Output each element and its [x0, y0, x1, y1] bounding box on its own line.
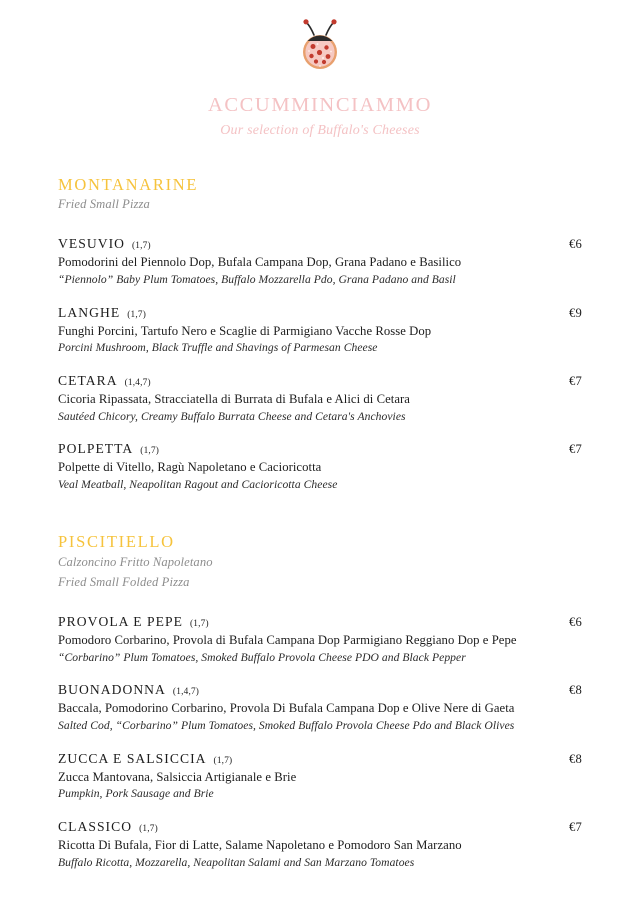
menu-item[interactable]	[58, 682, 582, 733]
menu-item-list	[58, 614, 582, 870]
menu-item-description-italian: Polpette di Vitello, Ragù Napoletano e Cacioricotta	[58, 460, 322, 475]
menu-item-name-group	[58, 751, 232, 767]
menu-item-name: CLASSICO	[58, 818, 133, 834]
menu-item-price: €9	[569, 305, 582, 320]
menu-item[interactable]	[58, 373, 582, 424]
section-subtitle-line-2: Fried Small Folded Pizza	[58, 575, 190, 590]
menu-item[interactable]	[58, 441, 582, 492]
page-subtitle: Our selection of Buffalo's Cheeses	[220, 122, 420, 138]
menu-item-description-english: Sautéed Chicory, Creamy Buffalo Burrata Cheese and Cetara's Anchovies	[58, 409, 406, 423]
menu-item[interactable]	[58, 614, 582, 665]
page-title: ACCUMMINCIAMMO	[207, 94, 432, 116]
menu-item-description-italian: Cicoria Ripassata, Stracciatella di Burrata di Bufala e Alici di Cetara	[58, 391, 410, 406]
menu-item-name-group	[58, 373, 151, 389]
menu-item[interactable]	[58, 751, 582, 802]
section-title: MONTANARINE	[58, 174, 199, 194]
menu-item-list	[58, 236, 582, 492]
menu-item-header	[58, 441, 582, 457]
menu-item[interactable]	[58, 236, 582, 287]
menu-item-header	[58, 682, 582, 698]
menu-item-price: €6	[569, 237, 582, 252]
menu-item-name-group	[58, 305, 146, 321]
menu-item-description-english: “Corbarino” Plum Tomatoes, Smoked Buffalo Provola Cheese PDO and Black Pepper	[58, 650, 466, 664]
masthead	[0, 94, 640, 139]
menu-item-price: €8	[569, 683, 582, 698]
menu-section-montanarine	[0, 175, 640, 493]
section-subtitle: Fried Small Pizza	[58, 197, 150, 212]
menu-item-allergens: (1,7)	[189, 618, 209, 629]
menu-item-price: €8	[569, 751, 582, 766]
menu-item-header	[58, 236, 582, 252]
menu-item-header	[58, 614, 582, 630]
menu-item-name: VESUVIO	[58, 236, 126, 252]
menu-item-name-group	[58, 236, 151, 252]
menu-item-allergens: (1,4,7)	[124, 377, 151, 388]
menu-item-price: €6	[569, 614, 582, 629]
menu-item-allergens: (1,7)	[213, 755, 233, 766]
menu-item-allergens: (1,7)	[127, 309, 147, 320]
section-title: PISCITIELLO	[58, 532, 175, 552]
menu-item-name: PROVOLA E PEPE	[58, 613, 183, 629]
menu-item-name: CETARA	[58, 372, 118, 388]
menu-item-name-group	[58, 682, 199, 698]
ladybug-pizza-logo-icon	[297, 16, 343, 76]
menu-item-description-english: Porcini Mushroom, Black Truffle and Shavings of Parmesan Cheese	[58, 341, 378, 355]
menu-item-header	[58, 373, 582, 389]
menu-item-description-english: “Piennolo” Baby Plum Tomatoes, Buffalo Mozzarella Pdo, Grana Padano and Basil	[58, 273, 456, 287]
menu-item-allergens: (1,7)	[132, 241, 151, 252]
menu-item-name-group	[58, 819, 158, 835]
menu-item-name: POLPETTA	[58, 441, 134, 457]
logo-container	[0, 0, 640, 76]
menu-item-description-italian: Zucca Mantovana, Salsiccia Artigianale e Brie	[58, 769, 297, 784]
menu-item-allergens: (1,7)	[139, 823, 158, 834]
menu-item-name: BUONADONNA	[58, 682, 166, 698]
menu-item-allergens: (1,4,7)	[172, 687, 200, 698]
menu-item-description-italian: Baccala, Pomodorino Corbarino, Provola Di Bufala Campana Dop e Olive Nere di Gaeta	[58, 701, 515, 716]
menu-item-price: €7	[569, 373, 582, 388]
menu-item-header	[58, 751, 582, 767]
menu-item-description-english: Buffalo Ricotta, Mozzarella, Neapolitan Salami and San Marzano Tomatoes	[58, 855, 415, 869]
menu-item-name: LANGHE	[58, 304, 121, 320]
menu-item[interactable]	[58, 305, 582, 356]
menu-item-price: €7	[569, 442, 582, 457]
menu-item-header	[58, 305, 582, 321]
menu-item-header	[58, 819, 582, 835]
menu-item-allergens: (1,7)	[140, 446, 160, 457]
menu-item[interactable]	[58, 819, 582, 870]
menu-item-description-english: Veal Meatball, Neapolitan Ragout and Cacioricotta Cheese	[58, 478, 338, 492]
menu-item-description-english: Salted Cod, “Corbarino” Plum Tomatoes, Smoked Buffalo Provola Cheese Pdo and Black Olives	[58, 719, 515, 733]
menu-item-price: €7	[569, 819, 582, 834]
menu-item-name: ZUCCA E SALSICCIA	[58, 750, 207, 766]
menu-item-description-italian: Ricotta Di Bufala, Fior di Latte, Salame Napoletano e Pomodoro San Marzano	[58, 837, 462, 852]
menu-item-name-group	[58, 441, 159, 457]
section-subtitle-line-1: Calzoncino Fritto Napoletano	[58, 555, 213, 570]
menu-item-description-english: Pumpkin, Pork Sausage and Brie	[58, 787, 214, 801]
menu-item-description-italian: Pomodoro Corbarino, Provola di Bufala Campana Dop Parmigiano Reggiano Dop e Pepe	[58, 632, 517, 647]
menu-item-description-italian: Funghi Porcini, Tartufo Nero e Scaglie di Parmigiano Vacche Rosse Dop	[58, 323, 432, 338]
menu-section-piscitiello	[0, 532, 640, 870]
menu-item-name-group	[58, 614, 209, 630]
menu-item-description-italian: Pomodorini del Piennolo Dop, Bufala Campana Dop, Grana Padano e Basilico	[58, 255, 462, 270]
